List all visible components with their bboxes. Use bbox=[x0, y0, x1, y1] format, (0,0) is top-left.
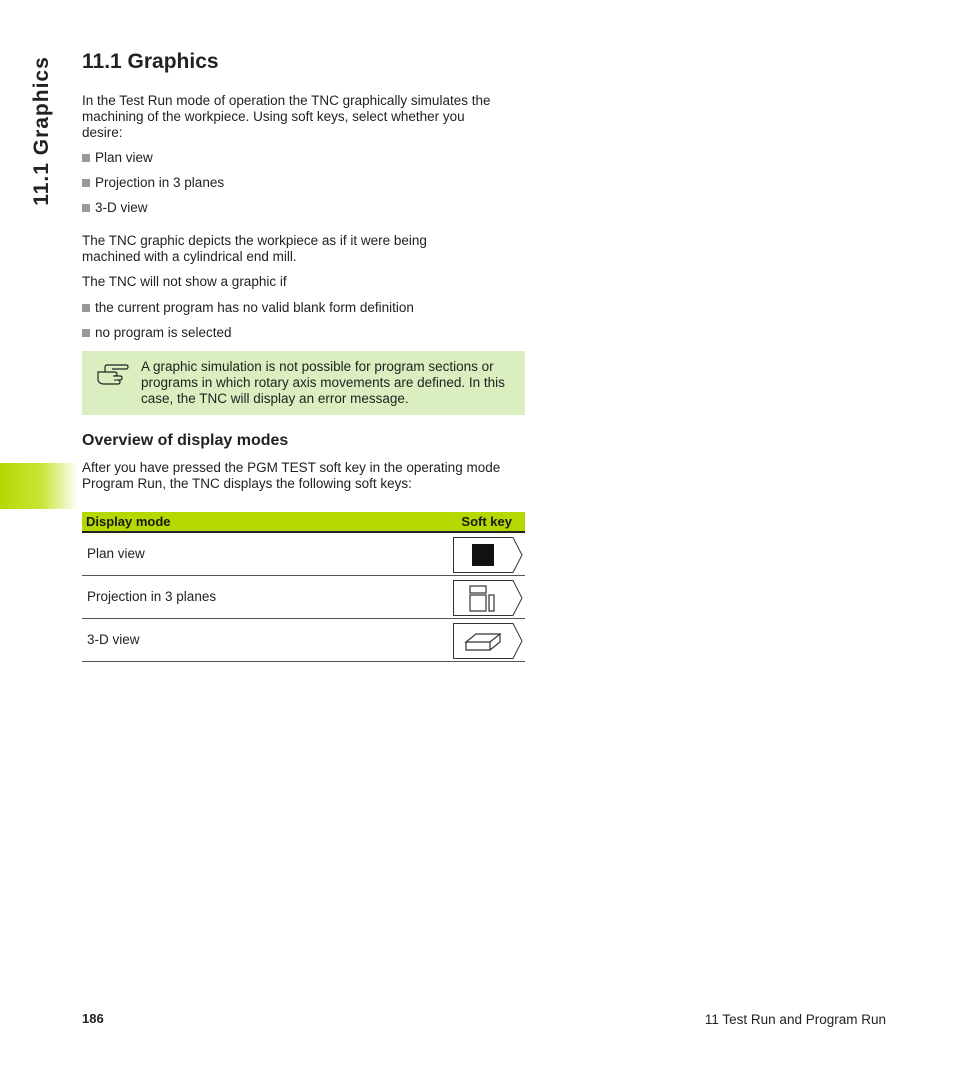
footer-chapter: 11 Test Run and Program Run bbox=[704, 1012, 886, 1027]
list-item: the current program has no valid blank form definition bbox=[82, 300, 414, 316]
chapter-tab-marker bbox=[0, 463, 78, 509]
intro-paragraph: In the Test Run mode of operation the TNC graphically simulates the machining of the workpiece. Using soft keys, select whether you desire: bbox=[82, 93, 491, 140]
row-label: Plan view bbox=[87, 546, 145, 561]
list-item: Plan view bbox=[82, 150, 153, 166]
table-row bbox=[82, 576, 525, 619]
pointing-hand-icon bbox=[96, 363, 132, 387]
row-label: 3-D view bbox=[87, 632, 140, 647]
list-item: Projection in 3 planes bbox=[82, 175, 224, 191]
header-soft-key: Soft key bbox=[461, 514, 512, 529]
note-text: A graphic simulation is not possible for program sections or programs in which rotary axis movements are defined. In this case, the TNC will display an error message. bbox=[141, 359, 505, 406]
not-show-paragraph: The TNC will not show a graphic if bbox=[82, 274, 287, 289]
row-label: Projection in 3 planes bbox=[87, 589, 217, 604]
table-header bbox=[82, 512, 525, 533]
table-row bbox=[82, 619, 525, 662]
three-planes-icon[interactable] bbox=[453, 580, 523, 616]
overview-paragraph: After you have pressed the PGM TEST soft key in the operating mode Program Run, the TNC displays the following soft keys: bbox=[82, 460, 501, 491]
page-title: 11.1 Graphics bbox=[82, 50, 219, 73]
display-modes-table bbox=[82, 512, 525, 662]
3d-view-icon[interactable] bbox=[453, 623, 523, 659]
table-row bbox=[82, 533, 525, 576]
note-box bbox=[82, 351, 525, 415]
header-display-mode: Display mode bbox=[86, 514, 171, 529]
section-heading: Overview of display modes bbox=[82, 432, 289, 449]
side-chapter-title: 11.1 Graphics bbox=[30, 56, 53, 206]
depicts-paragraph: The TNC graphic depicts the workpiece as if it were being machined with a cylindrical end mill. bbox=[82, 233, 427, 264]
page-number: 186 bbox=[82, 1011, 104, 1026]
list-item: 3-D view bbox=[82, 200, 148, 216]
plan-view-icon[interactable] bbox=[453, 537, 523, 573]
list-item: no program is selected bbox=[82, 325, 232, 341]
